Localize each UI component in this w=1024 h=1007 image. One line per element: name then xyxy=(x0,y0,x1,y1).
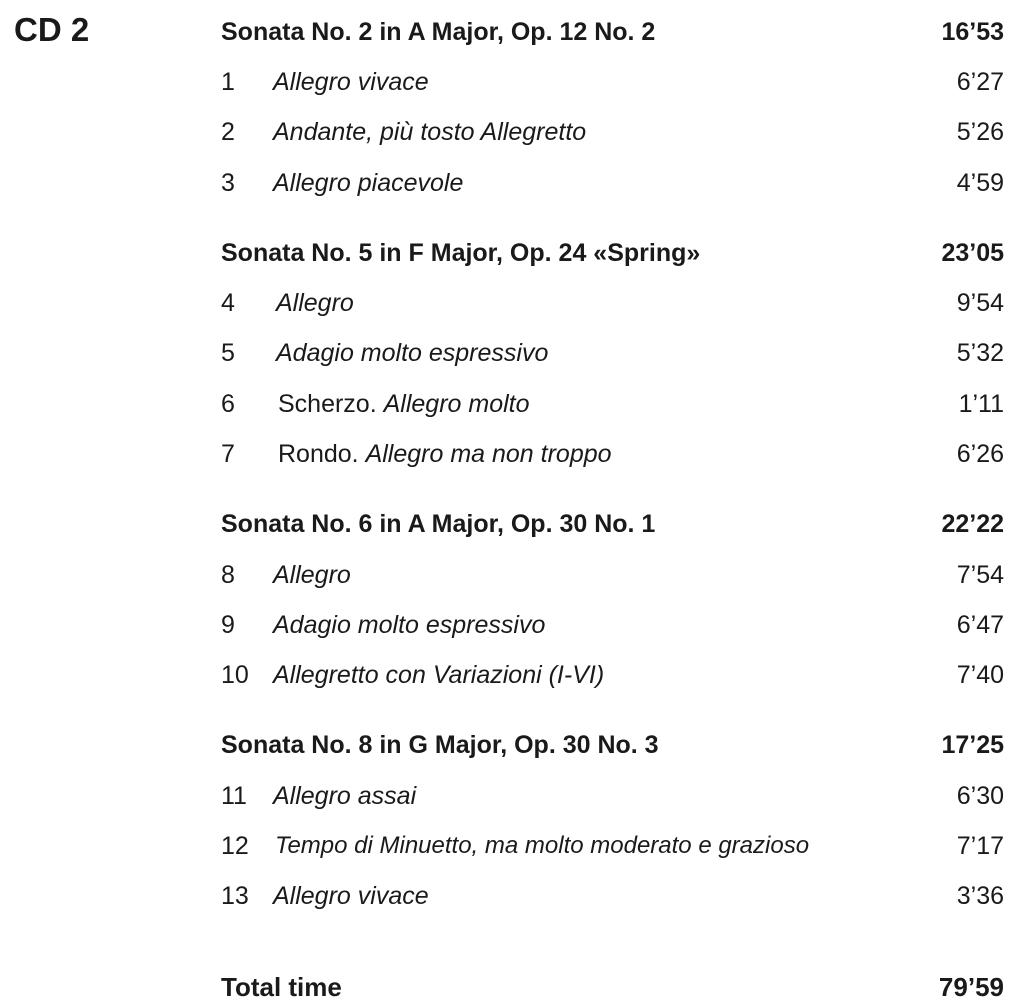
track-title xyxy=(278,437,612,471)
track-title xyxy=(278,387,530,421)
track-duration: 6’30 xyxy=(956,782,1004,810)
sonata-duration: 17’25 xyxy=(941,731,1004,759)
total-label: Total time xyxy=(221,972,342,1002)
track-row xyxy=(221,779,1004,813)
track-row xyxy=(221,286,1004,320)
track-title-tempo: Allegro molto xyxy=(383,390,530,418)
sonata-heading xyxy=(221,728,1004,762)
track-title xyxy=(273,166,463,200)
track-number: 1 xyxy=(221,68,235,96)
track-duration: 3’36 xyxy=(956,882,1004,910)
track-title xyxy=(273,65,429,99)
track-number: 4 xyxy=(221,289,235,317)
track-duration: 4’59 xyxy=(956,169,1004,197)
track-row xyxy=(221,65,1004,99)
track-duration: 6’47 xyxy=(956,611,1004,639)
track-row xyxy=(221,879,1004,913)
track-title-tempo: Andante, più tosto Allegretto xyxy=(273,118,587,146)
track-title-tempo: Allegro ma non troppo xyxy=(365,440,612,468)
track-title-tempo: Allegro piacevole xyxy=(273,169,464,197)
track-duration: 7’54 xyxy=(956,561,1004,589)
total-row xyxy=(221,970,1004,1004)
track-duration: 6’27 xyxy=(956,68,1004,96)
track-title xyxy=(273,658,604,692)
track-duration: 9’54 xyxy=(956,289,1004,317)
sonata-title: Sonata No. 8 in G Major, Op. 30 No. 3 xyxy=(221,731,659,759)
track-title xyxy=(273,558,351,592)
track-title xyxy=(276,336,548,370)
track-title-tempo: Allegro xyxy=(276,289,354,317)
disc-label: CD 2 xyxy=(14,11,90,48)
track-row xyxy=(221,336,1004,370)
track-row xyxy=(221,608,1004,642)
sonata-title: Sonata No. 6 in A Major, Op. 30 No. 1 xyxy=(221,510,656,538)
track-title-tempo: Allegretto con Variazioni (I-VI) xyxy=(273,661,605,689)
track-title xyxy=(273,115,586,149)
track-number: 3 xyxy=(221,169,235,197)
track-number: 8 xyxy=(221,561,235,589)
sonata-heading xyxy=(221,507,1004,541)
sonata-heading xyxy=(221,236,1004,270)
track-number: 10 xyxy=(221,661,249,689)
sonata-duration: 22’22 xyxy=(941,510,1004,538)
track-number: 11 xyxy=(221,782,247,810)
track-row xyxy=(221,115,1004,149)
track-row xyxy=(221,658,1004,692)
track-row xyxy=(221,558,1004,592)
track-row xyxy=(221,829,1004,863)
track-title xyxy=(273,879,429,913)
track-title xyxy=(276,286,354,320)
sonata-duration: 16’53 xyxy=(941,18,1004,46)
track-title-tempo: Adagio molto espressivo xyxy=(276,339,549,367)
track-title-tempo: Allegro vivace xyxy=(273,882,429,910)
track-number: 6 xyxy=(221,390,235,418)
sonata-title: Sonata No. 5 in F Major, Op. 24 «Spring» xyxy=(221,239,701,267)
total-duration: 79’59 xyxy=(938,972,1004,1002)
track-title-prefix: Rondo. xyxy=(278,440,366,468)
sonata-title: Sonata No. 2 in A Major, Op. 12 No. 2 xyxy=(221,18,656,46)
track-title-tempo: Allegro xyxy=(273,561,351,589)
track-number: 13 xyxy=(221,882,249,910)
track-duration: 6’26 xyxy=(956,440,1004,468)
track-title-tempo: Allegro vivace xyxy=(273,68,429,96)
track-number: 12 xyxy=(221,832,249,860)
track-number: 9 xyxy=(221,611,235,639)
track-title-tempo: Tempo di Minuetto, ma molto moderato e grazioso xyxy=(275,832,810,859)
track-title xyxy=(273,779,416,813)
track-row xyxy=(221,166,1004,200)
sonata-duration: 23’05 xyxy=(941,239,1004,267)
track-row xyxy=(221,387,1004,421)
track-title-prefix: Scherzo. xyxy=(278,390,384,418)
track-title-tempo: Adagio molto espressivo xyxy=(273,611,546,639)
track-duration: 5’32 xyxy=(956,339,1004,367)
track-duration: 7’17 xyxy=(956,832,1004,860)
track-duration: 5’26 xyxy=(956,118,1004,146)
track-duration: 1’11 xyxy=(958,390,1004,418)
track-title-tempo: Allegro assai xyxy=(273,782,417,810)
track-number: 7 xyxy=(221,440,235,468)
track-title xyxy=(275,829,809,863)
track-row xyxy=(221,437,1004,471)
track-duration: 7’40 xyxy=(956,661,1004,689)
track-number: 2 xyxy=(221,118,235,146)
track-number: 5 xyxy=(221,339,235,367)
sonata-heading xyxy=(221,15,1004,49)
track-title xyxy=(273,608,545,642)
